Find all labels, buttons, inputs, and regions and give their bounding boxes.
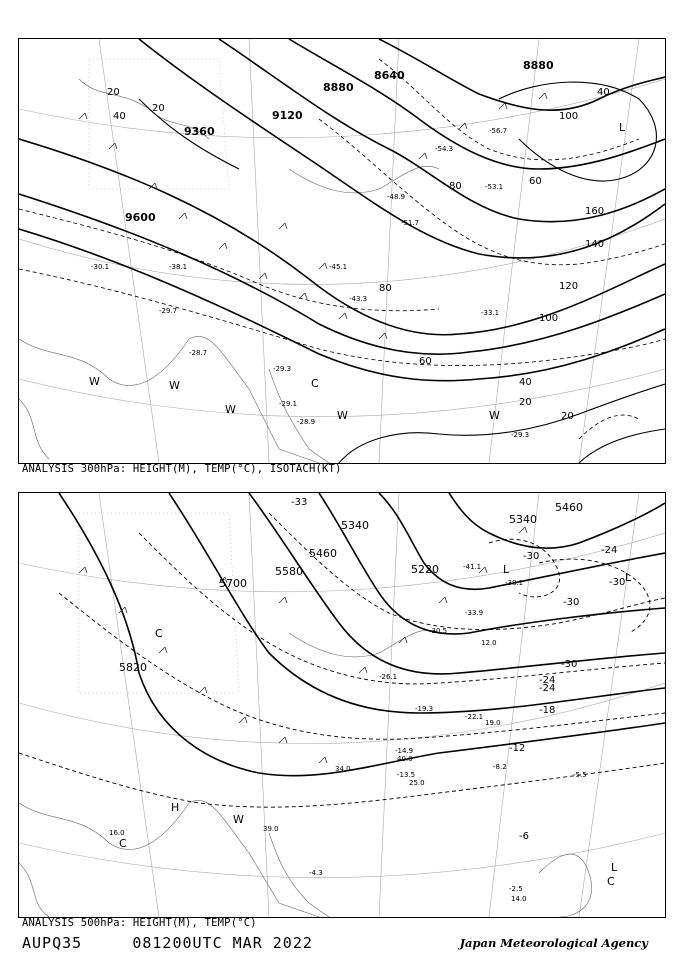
height-label: 8640 — [374, 69, 405, 82]
temp-contour-label: -30 — [609, 577, 626, 588]
temperature-label: 34.0 — [335, 765, 351, 773]
temperature-label: 19.0 — [485, 719, 501, 727]
bulletin-header — [22, 934, 313, 952]
temperature-label: -38.1 — [505, 579, 524, 587]
height-label: 9120 — [272, 109, 303, 122]
pressure-centers — [119, 563, 632, 888]
height-labels — [125, 59, 554, 224]
temperature-label: -53.1 — [485, 183, 504, 191]
temperature-label: -54.3 — [435, 145, 454, 153]
height-label: 5700 — [219, 577, 247, 590]
pressure-center-label: L — [611, 861, 618, 874]
analysis-300hpa-map — [18, 38, 666, 464]
pressure-center-label: H — [171, 801, 180, 814]
isotach-label: 20 — [561, 411, 574, 422]
temp-contour-label: -6 — [519, 831, 529, 842]
pressure-center-label: W — [89, 375, 100, 388]
temperature-label: -13.5 — [397, 771, 416, 779]
isotach-label: 20 — [519, 397, 532, 408]
isotach-label: 20 — [152, 103, 165, 114]
temperature-label: -30.1 — [91, 263, 110, 271]
pressure-center-label: W — [225, 403, 236, 416]
temp-contour-label: -30 — [561, 659, 578, 670]
temperature-label: -51.7 — [401, 219, 420, 227]
temperature-label: -8.2 — [493, 763, 507, 771]
temperature-label: -2.5 — [509, 885, 523, 893]
temperature-label: -45.1 — [329, 263, 348, 271]
temperature-label: -33.9 — [465, 609, 484, 617]
temperature-label: -29.3 — [511, 431, 530, 439]
temperature-label: -22.1 — [465, 713, 484, 721]
temperature-labels — [109, 563, 587, 903]
temp-contour-label: -24 — [539, 675, 556, 686]
temperature-label: -29.3 — [273, 365, 292, 373]
isotach-label: 140 — [585, 239, 605, 250]
isotach-label: 100 — [539, 313, 559, 324]
temperature-label: -41.1 — [463, 563, 482, 571]
temp-contour-label: -12 — [509, 743, 526, 754]
height-contours — [59, 493, 665, 776]
temp-contour-labels — [291, 497, 625, 842]
isotach-label: 40 — [113, 111, 126, 122]
bulletin-code: AUPQ35 — [22, 934, 83, 952]
temperature-label: -29.1 — [279, 400, 298, 408]
temperature-label: -4.3 — [309, 869, 323, 877]
pressure-center-label: W — [233, 813, 244, 826]
temperature-label: -14.9 — [395, 747, 414, 755]
graticule — [19, 493, 665, 917]
pressure-center-label: W — [489, 409, 500, 422]
pressure-center-label: C — [155, 627, 163, 640]
isotach-label: 120 — [559, 281, 579, 292]
analysis-500hpa-map — [18, 492, 666, 918]
map-500hpa-svg — [19, 493, 665, 917]
pressure-center-label: W — [337, 409, 348, 422]
wind-barbs — [79, 527, 527, 763]
temperature-label: -30.5 — [429, 627, 448, 635]
temperature-label: 25.0 — [409, 779, 425, 787]
temperature-label: 16.0 — [109, 829, 125, 837]
isotach-label: 20 — [107, 87, 120, 98]
temp-contour-label: -30 — [563, 597, 580, 608]
temperature-label: -5.5 — [573, 771, 587, 779]
temp-contour-label: -18 — [539, 705, 556, 716]
isotach-label: 40 — [597, 87, 610, 98]
temperature-label: 14.0 — [511, 895, 527, 903]
pressure-centers — [89, 121, 626, 422]
temp-contour-label: -24 — [539, 683, 556, 694]
height-label: 8880 — [323, 81, 354, 94]
isotach-label: 40 — [519, 377, 532, 388]
isotach-contours — [139, 82, 665, 463]
temperature-label: -38.1 — [169, 263, 188, 271]
hatched-area — [79, 513, 239, 693]
temperature-label: -28.7 — [189, 349, 208, 357]
temp-contour-label: -24 — [601, 545, 618, 556]
pressure-center-label: L — [625, 571, 632, 584]
height-label: 5580 — [275, 565, 303, 578]
temperature-label: -43.3 — [349, 295, 368, 303]
temperature-label: -33.1 — [481, 309, 500, 317]
map-300hpa-svg — [19, 39, 665, 463]
isotach-label: 100 — [559, 111, 579, 122]
panel-300hpa-caption: ANALYSIS 300hPa: HEIGHT(M), TEMP(°C), ISOTACH(KT) — [22, 463, 342, 475]
bulletin-spacer — [92, 934, 122, 952]
isotach-label: 160 — [585, 206, 605, 217]
temp-contour-label: -30 — [523, 551, 540, 562]
temperature-label: 12.0 — [481, 639, 497, 647]
temp-contour-label: -33 — [291, 497, 308, 508]
pressure-center-label: L — [503, 563, 510, 576]
temperature-label: -19.3 — [415, 705, 434, 713]
height-label: 8880 — [523, 59, 554, 72]
isotach-label: 80 — [449, 181, 462, 192]
isotach-label: 80 — [379, 283, 392, 294]
pressure-center-label: L — [619, 121, 626, 134]
temperature-label: 39.0 — [263, 825, 279, 833]
height-label: 5220 — [411, 563, 439, 576]
temperature-label: -28.9 — [297, 418, 316, 426]
height-label: 5460 — [309, 547, 337, 560]
temperature-labels — [91, 127, 529, 439]
temperature-label: -56.7 — [489, 127, 508, 135]
temperature-label: -29.7 — [159, 307, 178, 315]
pressure-center-label: C — [607, 875, 615, 888]
isotach-label: 60 — [529, 176, 542, 187]
isotach-label: 60 — [419, 356, 432, 367]
bulletin-datetime: 081200UTC MAR 2022 — [132, 934, 313, 952]
height-label: 5460 — [555, 501, 583, 514]
pressure-center-label: C — [119, 837, 127, 850]
temperature-label: -26.1 — [379, 673, 398, 681]
graticule — [19, 39, 665, 463]
height-labels — [119, 501, 583, 674]
height-label: 9600 — [125, 211, 156, 224]
pressure-center-label: C — [311, 377, 319, 390]
panel-500hpa-caption: ANALYSIS 500hPa: HEIGHT(M), TEMP(°C) — [22, 917, 257, 929]
temperature-label: 40.0 — [397, 755, 413, 763]
agency-credit: Japan Meteorological Agency — [459, 936, 648, 950]
height-label: 5340 — [509, 513, 537, 526]
pressure-center-label: W — [169, 379, 180, 392]
temperature-label: -48.9 — [387, 193, 406, 201]
height-label: 5340 — [341, 519, 369, 532]
height-label: 9360 — [184, 125, 215, 138]
height-label: 5820 — [119, 661, 147, 674]
